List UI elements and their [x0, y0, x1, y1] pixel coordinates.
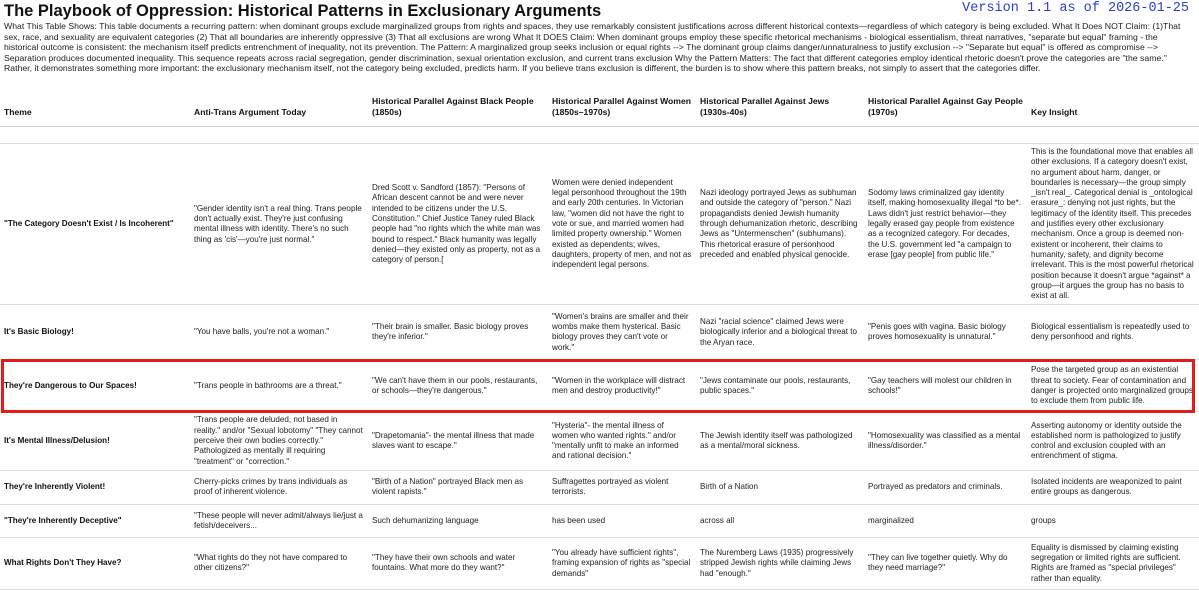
theme-cell: "They're Inherently Deceptive"	[0, 504, 190, 537]
women-parallel-cell: "You already have sufficient rights", framing expansion of rights as "special demands"	[548, 537, 696, 589]
women-parallel-cell: has been used	[548, 504, 696, 537]
gay-parallel-cell: "Gay teachers will molest our children in schools!"	[864, 360, 1027, 412]
theme-cell: They're Dangerous to Our Spaces!	[0, 360, 190, 412]
gay-parallel-cell: "They can live together quietly. Why do they need marriage?"	[864, 537, 1027, 589]
table-row	[0, 504, 1199, 537]
insight-cell: Pose the targeted group as an existential threat to society. Fear of contamination and danger is projected onto marginalized groups to exclude them from public life.	[1027, 360, 1199, 412]
jews-parallel-cell: across all	[696, 504, 864, 537]
anti-trans-cell: "These people will never admit/always lie/just a fetish/deceivers...	[190, 504, 368, 537]
intro-paragraph: What This Table Shows: This table documents a recurring pattern: when dominant groups exclude marginalized groups from rights and spaces, they use remarkably consistent justifications across different historical contexts—regardless of which category is being excluded. What It Does NOT Claim: (1)That sex, race, and sexuality are equivalent categories (2) That all boundaries are inherently oppressive (3) That all exclusions are wrong What It DOES Claim: When dominant groups employ these specific rhetorical mechanisms - biological essentialism, threat narratives, "separate but equal" framing - the historical outcome is consistent: the mechanism itself predicts entrenchment of inequality, not its prevention. The Pattern: A marginalized group seeks inclusion or equal rights --> The dominant group claims danger/unnaturalness to justify exclusion --> "Separate but equal" is offered as compromise --> Separation produces documented inequality. This sequence repeats across racial segregation, gender discrimination, sexual orientation exclusion, and current trans exclusion Why the Pattern Matters: The fact that different categories employ identical rhetoric doesn't prove the categories are "the same." Rather, it demonstrates something more important: the exclusionary mechanism itself, not the category being excluded, predicts harm. If you believe trans exclusion is different, the burden is to show where this pattern breaks, not simply to assert that the categories differ.	[4, 21, 1181, 74]
black-parallel-cell: "Their brain is smaller. Basic biology proves they're inferior."	[368, 305, 548, 360]
gay-parallel-cell: "Penis goes with vagina. Basic biology proves homosexuality is unnatural."	[864, 305, 1027, 360]
jews-parallel-cell: Birth of a Nation	[696, 470, 864, 504]
anti-trans-cell: Cherry-picks crimes by trans individuals as proof of inherent violence.	[190, 470, 368, 504]
insight-cell: Equality is dismissed by claiming existing segregation or limited rights are sufficient. Rights are framed as "special privileges" rather than equality.	[1027, 537, 1199, 589]
table-row	[0, 470, 1199, 504]
women-parallel-cell: Suffragettes portrayed as violent terrorists.	[548, 470, 696, 504]
page-title: The Playbook of Oppression: Historical Patterns in Exclusionary Arguments	[4, 2, 602, 20]
gay-parallel-cell: "Homosexuality was classified as a mental illness/disorder."	[864, 412, 1027, 470]
anti-trans-cell: "What rights do they not have compared to other citizens?"	[190, 537, 368, 589]
table-row	[0, 144, 1199, 305]
insight-cell: groups	[1027, 504, 1199, 537]
black-parallel-cell: "We can't have them in our pools, restaurants, or schools—they're dangerous."	[368, 360, 548, 412]
col-header-jews: Historical Parallel Against Jews (1930s-40s)	[696, 88, 864, 127]
theme-cell: They're Inherently Violent!	[0, 470, 190, 504]
table-row	[0, 412, 1199, 470]
jews-parallel-cell: The Nuremberg Laws (1935) progressively stripped Jewish rights while claiming Jews had "enough."	[696, 537, 864, 589]
header-row	[0, 88, 1199, 127]
col-header-theme: Theme	[0, 88, 190, 127]
insight-cell: Asserting autonomy or identity outside the established norm is pathologized to justify control and exclusion coupled with an entrenchment of stigma.	[1027, 412, 1199, 470]
anti-trans-cell: "Gender identity isn't a real thing. Trans people don't actually exist. They're just confusing mental illness with identity. There's no such thing as 'cis'—you're just normal."	[190, 144, 368, 305]
insight-cell: Biological essentialism is repeatedly used to deny personhood and rights.	[1027, 305, 1199, 360]
version-label: Version 1.1 as of 2026-01-25	[962, 1, 1189, 16]
theme-cell: What Rights Don't They Have?	[0, 537, 190, 589]
black-parallel-cell: Such dehumanizing language	[368, 504, 548, 537]
anti-trans-cell: "Trans people are deluded, not based in reality." and/or "Sexual lobotomy" "They cannot perceive their own bodies correctly." Pathologized as mentally ill requiring "treatment" or "correction."	[190, 412, 368, 470]
women-parallel-cell: "Hysteria"- the mental illness of women who wanted rights." and/or "mentally unfit to make an informed and rational decision."	[548, 412, 696, 470]
jews-parallel-cell: Nazi ideology portrayed Jews as subhuman and outside the category of "person." Nazi propagandists denied Jewish humanity through dehumanization rhetoric, describing Jews as "Untermenschen" (subhumans). This rhetorical erasure of personhood preceded and enabled physical genocide.	[696, 144, 864, 305]
black-parallel-cell: Dred Scott v. Sandford (1857): "Persons of African descent cannot be and were never intended to be citizens under the U.S. Constitution." Chief Justice Taney ruled Black people had "no rights which the white man was bound to respect." Black humanity was legally denied—they existed only as property, not as a category of person.[	[368, 144, 548, 305]
jews-parallel-cell: "Jews contaminate our pools, restaurants, public spaces."	[696, 360, 864, 412]
col-header-black: Historical Parallel Against Black People (1850s)	[368, 88, 548, 127]
col-header-women: Historical Parallel Against Women (1850s–1970s)	[548, 88, 696, 127]
women-parallel-cell: Women were denied independent legal personhood throughout the 19th and early 20th centuries. In Victorian law, "women did not have the right to vote or sue, and married women had limited property ownership." Women existed as dependents; wives, daughters, property of men, and not as independent legal persons.	[548, 144, 696, 305]
spacer-row	[0, 127, 1199, 144]
spacer-cell	[0, 127, 1199, 144]
theme-cell: "The Category Doesn't Exist / Is Incoherent"	[0, 144, 190, 305]
jews-parallel-cell: Nazi "racial science" claimed Jews were biologically inferior and a biological threat to the Aryan race.	[696, 305, 864, 360]
patterns-table	[0, 88, 1199, 590]
black-parallel-cell: "Birth of a Nation" portrayed Black men as violent rapists."	[368, 470, 548, 504]
anti-trans-cell: "You have balls, you're not a woman."	[190, 305, 368, 360]
table-row	[0, 305, 1199, 360]
gay-parallel-cell: Portrayed as predators and criminals.	[864, 470, 1027, 504]
col-header-gay: Historical Parallel Against Gay People (1970s)	[864, 88, 1027, 127]
col-header-anti-trans: Anti-Trans Argument Today	[190, 88, 368, 127]
anti-trans-cell: "Trans people in bathrooms are a threat."	[190, 360, 368, 412]
jews-parallel-cell: The Jewish identity itself was pathologized as a mental/moral sickness.	[696, 412, 864, 470]
insight-cell: Isolated incidents are weaponized to paint entire groups as dangerous.	[1027, 470, 1199, 504]
table-row	[0, 537, 1199, 589]
women-parallel-cell: "Women's brains are smaller and their wombs make them hysterical. Basic biology proves they can't vote or work."	[548, 305, 696, 360]
gay-parallel-cell: Sodomy laws criminalized gay identity itself, making homosexuality illegal *to be*. Laws didn't just restrict behavior—they legally erased gay people from existence as a recognized category. For decades, the U.S. government led "a campaign to erase [gay people] from public life."	[864, 144, 1027, 305]
women-parallel-cell: "Women in the workplace will distract men and destroy productivity!"	[548, 360, 696, 412]
theme-cell: It's Basic Biology!	[0, 305, 190, 360]
black-parallel-cell: "Drapetomania"- the mental illness that made slaves want to escape."	[368, 412, 548, 470]
black-parallel-cell: "They have their own schools and water fountains. What more do they want?"	[368, 537, 548, 589]
theme-cell: It's Mental Illness/Delusion!	[0, 412, 190, 470]
col-header-insight: Key Insight	[1027, 88, 1199, 127]
table-row-highlighted	[0, 360, 1199, 412]
insight-cell: This is the foundational move that enables all other exclusions. If a category doesn't exist, no argument about harm, danger, or boundaries is necessary—the group simply _isn't real_. Categorical denial is _ontological erasure_: denying not just rights, but the legitimacy of the identity itself. This precedes and justifies every other exclusionary mechanism. Once a group is deemed non-existent or incoherent, their claims to humanity, safety, and dignity become irrelevant. This is the most powerful rhetorical position because it doesn't argue *against* a group—it argues the group has no basis to exist at all.	[1027, 144, 1199, 305]
gay-parallel-cell: marginalized	[864, 504, 1027, 537]
